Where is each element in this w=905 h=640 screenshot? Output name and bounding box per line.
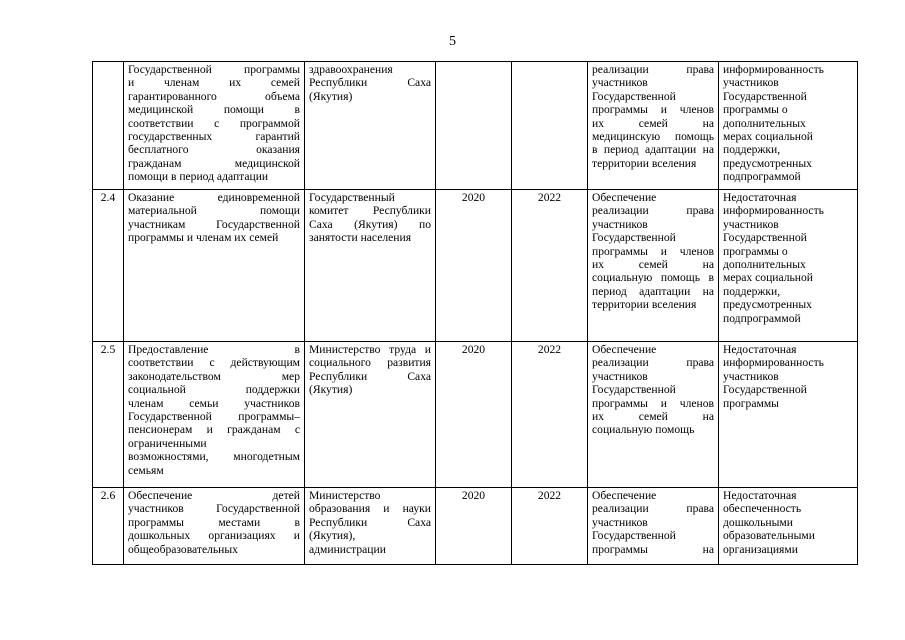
activity-line: материальной помощи: [128, 204, 300, 218]
executor-line: (Якутия),: [309, 529, 356, 543]
risk-line: обеспеченность: [723, 502, 802, 516]
activity-line: Государственной программы–: [128, 410, 300, 424]
risk-line: организациями: [723, 542, 798, 556]
risk-line: Государственной: [723, 231, 807, 245]
risk-cell: [719, 488, 858, 565]
activity-line: медицинской помощи в: [128, 103, 300, 117]
executor-line: образования и науки: [309, 502, 431, 516]
result-line: программы и членов: [592, 103, 714, 117]
result-line: участников: [592, 369, 648, 383]
activity-cell: [124, 342, 305, 488]
result-line: участников: [592, 76, 648, 90]
executor-line: Республики Саха: [309, 369, 431, 383]
result-line: социальную помощь в: [592, 271, 714, 285]
activity-line: и членам их семей: [128, 76, 300, 90]
result-line: территории вселения: [592, 156, 697, 170]
executor-line: Республики Саха: [309, 76, 431, 90]
risk-line: программы о: [723, 244, 788, 258]
risk-line: информированность: [723, 356, 824, 370]
result-line: период адаптации на: [592, 284, 714, 298]
activity-line: соответствии с программой: [128, 116, 300, 130]
start-year-cell: 2020: [436, 488, 512, 565]
risk-line: предусмотренных: [723, 298, 812, 312]
executor-cell: [305, 488, 436, 565]
risk-line: программы о: [723, 103, 788, 117]
item-number-cell: 2.4: [93, 190, 124, 342]
result-line: Государственной: [592, 231, 676, 245]
activity-cell: [124, 62, 305, 190]
activity-line: социальной поддержки: [128, 383, 300, 397]
activity-line: гарантированного объема: [128, 89, 300, 103]
risk-line: Недостаточная: [723, 343, 797, 356]
result-line: программы на: [592, 542, 714, 556]
result-line: реализации права: [592, 356, 714, 370]
risk-line: программы: [723, 396, 779, 410]
risk-line: Недостаточная: [723, 191, 797, 204]
executor-line: Министерство труда и: [309, 343, 431, 356]
risk-line: предусмотренных: [723, 156, 812, 170]
activity-line: соответствии с действующим: [128, 356, 300, 370]
executor-line: администрации: [309, 542, 386, 556]
risk-cell: [719, 190, 858, 342]
risk-line: информированность: [723, 204, 824, 218]
risk-line: участников: [723, 76, 779, 90]
risk-line: участников: [723, 369, 779, 383]
executor-line: Министерство: [309, 489, 381, 502]
risk-cell: [719, 342, 858, 488]
result-line: участников: [592, 217, 648, 231]
result-cell: [588, 488, 719, 565]
table-row: [93, 488, 858, 565]
result-line: Государственной: [592, 89, 676, 103]
activity-line: гражданам медицинской: [128, 156, 300, 170]
result-line: реализации права: [592, 204, 714, 218]
page-number: 5: [449, 34, 456, 49]
result-line: Государственной: [592, 529, 676, 543]
table-row: [93, 190, 858, 342]
item-number-cell: [93, 62, 124, 190]
start-year-cell: [436, 62, 512, 190]
risk-line: мерах социальной: [723, 271, 813, 285]
risk-line: поддержки,: [723, 284, 781, 298]
activity-line: государственных гарантий: [128, 130, 300, 144]
risk-line: дошкольными: [723, 515, 793, 529]
executor-line: комитет Республики: [309, 204, 431, 218]
activity-line: общеобразовательных: [128, 542, 238, 556]
risk-line: Государственной: [723, 383, 807, 397]
risk-line: информированность: [723, 63, 824, 76]
executor-cell: [305, 62, 436, 190]
activity-line: помощи в период адаптации: [128, 170, 269, 184]
start-year-cell: 2020: [436, 342, 512, 488]
risk-line: дополнительных: [723, 116, 806, 130]
executor-cell: [305, 190, 436, 342]
result-line: программы и членов: [592, 244, 714, 258]
risk-line: подпрограммой: [723, 170, 801, 184]
item-number-cell: 2.5: [93, 342, 124, 488]
result-line: реализации права: [592, 502, 714, 516]
start-year-cell: 2020: [436, 190, 512, 342]
result-line: Обеспечение: [592, 489, 657, 502]
risk-line: Недостаточная: [723, 489, 797, 502]
executor-line: социального развития: [309, 356, 431, 370]
risk-line: подпрограммой: [723, 311, 801, 325]
executor-line: (Якутия): [309, 383, 353, 397]
activity-line: законодательством мер: [128, 369, 300, 383]
executor-line: (Якутия): [309, 89, 353, 103]
result-line: социальную помощь: [592, 423, 695, 437]
executor-line: занятости населения: [309, 231, 412, 245]
risk-line: дополнительных: [723, 258, 806, 272]
risk-line: Государственной: [723, 89, 807, 103]
result-cell: [588, 190, 719, 342]
activity-line: Государственной программы: [128, 63, 300, 76]
activity-line: бесплатного оказания: [128, 143, 300, 157]
executor-line: Государственный: [309, 191, 395, 204]
activity-line: участников Государственной: [128, 502, 300, 516]
activity-line: Обеспечение детей: [128, 489, 300, 502]
result-line: в период адаптации на: [592, 143, 714, 157]
table-row: [93, 62, 858, 190]
end-year-cell: 2022: [512, 488, 588, 565]
activity-line: ограниченными: [128, 436, 207, 450]
risk-line: участников: [723, 217, 779, 231]
executor-line: здравоохранения: [309, 63, 393, 76]
risk-line: образовательными: [723, 529, 815, 543]
activity-line: дошкольных организациях и: [128, 529, 300, 543]
item-number-cell: 2.6: [93, 488, 124, 565]
risk-line: поддержки,: [723, 143, 781, 157]
activity-line: членам семьи участников: [128, 396, 300, 410]
measures-table: [92, 61, 858, 565]
table-row: [93, 342, 858, 488]
result-line: территории вселения: [592, 298, 697, 312]
result-line: медицинскую помощь: [592, 130, 714, 144]
activity-line: пенсионерам и гражданам с: [128, 423, 300, 437]
activity-line: семьям: [128, 463, 164, 477]
result-line: их семей на: [592, 258, 714, 272]
result-line: их семей на: [592, 116, 714, 130]
activity-line: участникам Государственной: [128, 217, 300, 231]
activity-line: Предоставление в: [128, 343, 300, 356]
activity-line: Оказание единовременной: [128, 191, 300, 204]
result-line: Обеспечение: [592, 191, 657, 204]
result-line: Государственной: [592, 383, 676, 397]
result-cell: [588, 62, 719, 190]
executor-cell: [305, 342, 436, 488]
activity-line: программы и членам их семей: [128, 231, 279, 245]
result-line: программы и членов: [592, 396, 714, 410]
result-line: Обеспечение: [592, 343, 657, 356]
result-line: их семей на: [592, 410, 714, 424]
activity-cell: [124, 488, 305, 565]
risk-cell: [719, 62, 858, 190]
result-line: участников: [592, 515, 648, 529]
activity-cell: [124, 190, 305, 342]
executor-line: Саха (Якутия) по: [309, 217, 431, 231]
activity-line: программы местами в: [128, 515, 300, 529]
end-year-cell: [512, 62, 588, 190]
end-year-cell: 2022: [512, 190, 588, 342]
result-cell: [588, 342, 719, 488]
activity-line: возможностями, многодетным: [128, 450, 300, 464]
result-line: реализации права: [592, 63, 714, 76]
risk-line: мерах социальной: [723, 130, 813, 144]
end-year-cell: 2022: [512, 342, 588, 488]
executor-line: Республики Саха: [309, 515, 431, 529]
